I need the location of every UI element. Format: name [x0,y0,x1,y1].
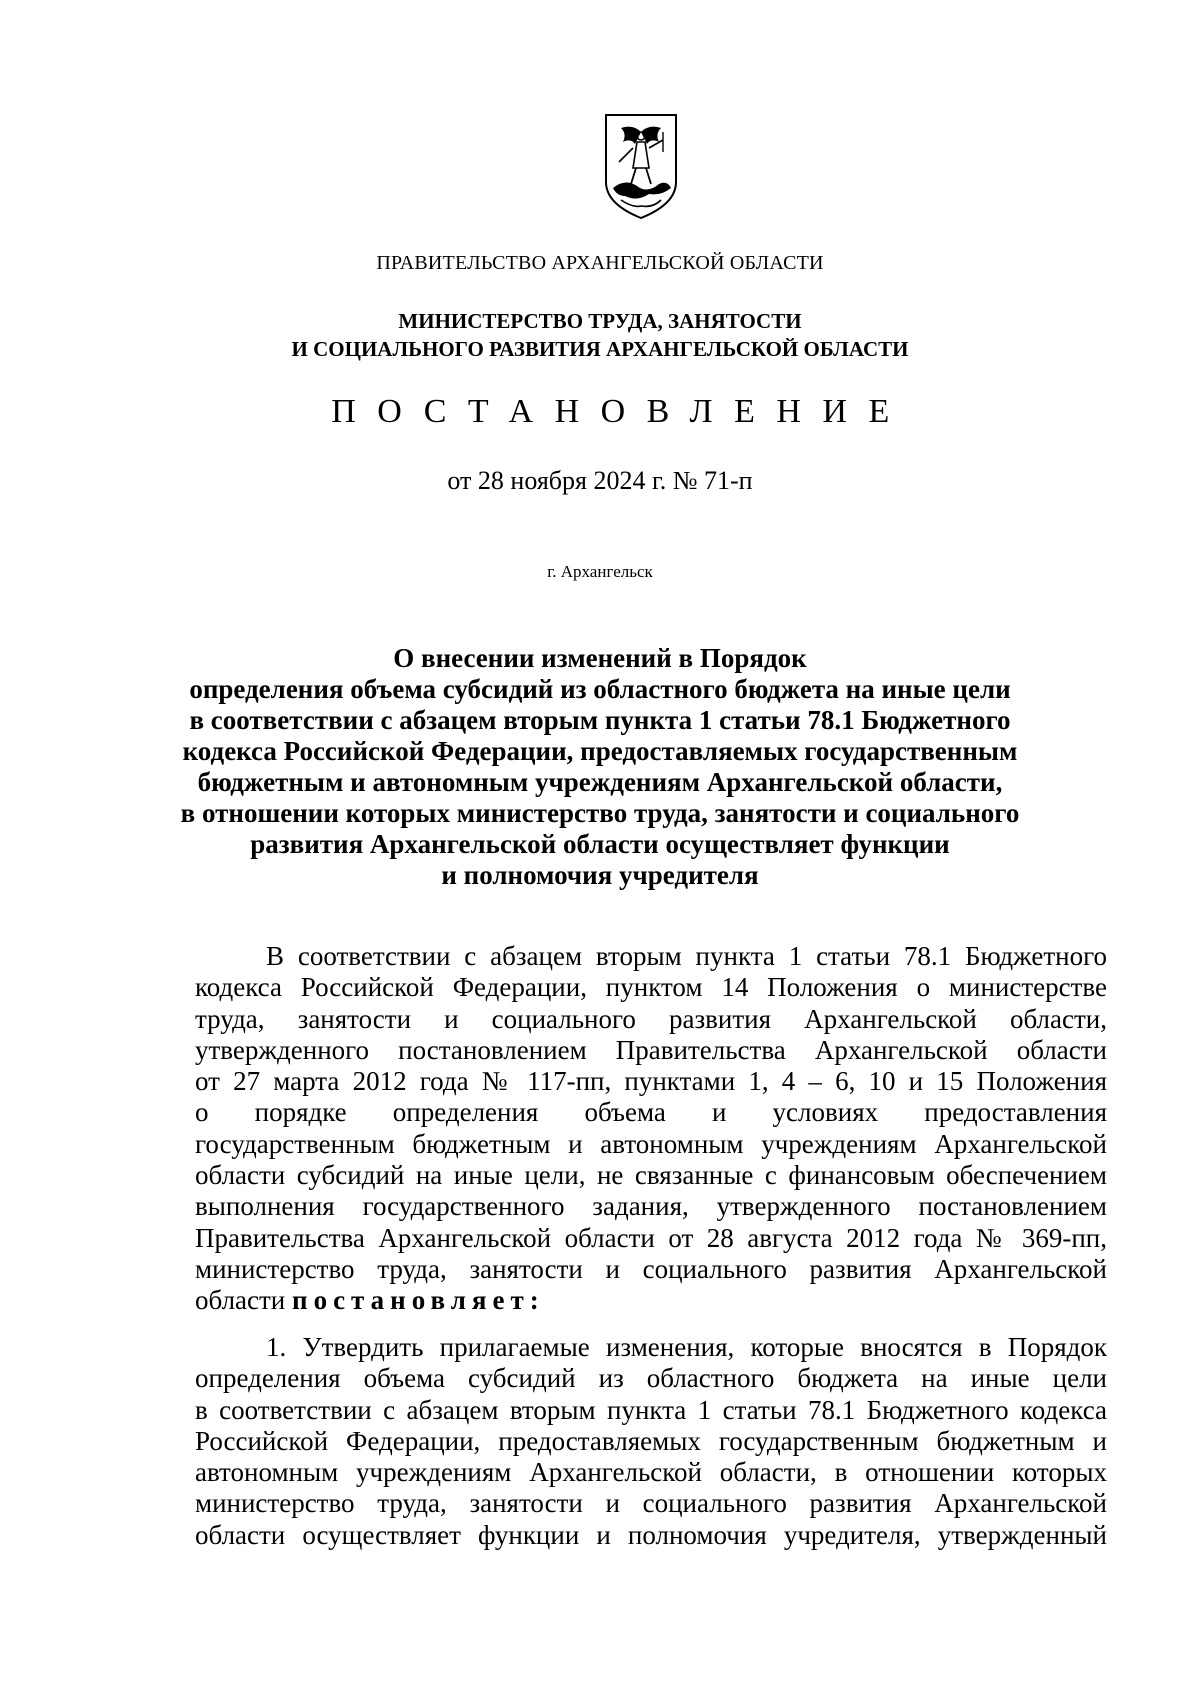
text-line: труда, занятости и социального развития Архангельской области, [195,1003,1107,1034]
text-line: области субсидий на иные цели, не связанные с финансовым обеспечением [195,1160,1107,1191]
ministry-name-line: И СОЦИАЛЬНОГО РАЗВИТИЯ АРХАНГЕЛЬСКОЙ ОБЛАСТИ [291,337,909,361]
document-title [0,643,1200,891]
document-city: г. Архангельск [547,562,653,581]
title-line: развития Архангельской области осуществляет функции [250,829,950,859]
ministry-name-line: МИНИСТЕРСТВО ТРУДА, ЗАНЯТОСТИ [398,309,802,333]
text-line: Правительства Архангельской области от 28 августа 2012 года № 369-пп, [195,1222,1107,1253]
text-line: утвержденного постановлением Правительства Архангельской области [195,1034,1107,1065]
text-line: области осуществляет функции и полномочия учредителя, утвержденный [195,1519,1107,1550]
document-date-number: от 28 ноября 2024 г. № 71-п [447,466,753,495]
title-line: О внесении изменений в Порядок [393,643,807,673]
title-line: и полномочия учредителя [441,860,759,890]
title-line: в отношении которых министерство труда, занятости и социального [180,798,1020,828]
text-line: 1. Утвердить прилагаемые изменения, которые вносятся в Порядок [266,1332,1107,1362]
text-line: о порядке определения объема и условиях предоставления [195,1097,1107,1128]
ministry-name [0,307,1200,363]
coat-of-arms-icon [603,112,679,222]
text-line: государственным бюджетным и автономным учреждениям Архангельской [195,1128,1107,1159]
preamble-paragraph [195,941,1107,1317]
title-line: определения объема субсидий из областного бюджета на иные цели [189,674,1011,704]
text-line: министерство труда, занятости и социального развития Архангельской [195,1488,1107,1519]
government-name: ПРАВИТЕЛЬСТВО АРХАНГЕЛЬСКОЙ ОБЛАСТИ [376,252,824,274]
text-line: министерство труда, занятости и социального развития Архангельской [195,1253,1107,1284]
resolves-keyword: постановляет: [292,1285,545,1316]
text-line: В соответствии с абзацем вторым пункта 1 статьи 78.1 Бюджетного [266,941,1107,971]
text-line: Российской Федерации, предоставляемых государственным бюджетным и [195,1425,1107,1456]
clause-1-paragraph [195,1332,1107,1551]
title-line: кодекса Российской Федерации, предоставляемых государственным [182,736,1018,766]
document-type: ПОСТАНОВЛЕНИЕ [331,393,911,430]
text-line: выполнения государственного задания, утвержденного постановлением [195,1191,1107,1222]
text-line: в соответствии с абзацем вторым пункта 1 статьи 78.1 Бюджетного кодекса [195,1394,1107,1425]
text-line: определения объема субсидий из областного бюджета на иные цели [195,1363,1107,1394]
text-line: автономным учреждениям Архангельской области, в отношении которых [195,1457,1107,1488]
text-line: кодекса Российской Федерации, пунктом 14 Положения о министерстве [195,972,1107,1003]
title-line: бюджетным и автономным учреждениям Архангельской области, [197,767,1003,797]
text-line: от 27 марта 2012 года № 117-пп, пунктами 1, 4 – 6, 10 и 15 Положения [195,1066,1107,1097]
title-line: в соответствии с абзацем вторым пункта 1 статьи 78.1 Бюджетного [189,705,1011,735]
text-line [195,1285,1107,1316]
text-fragment: области [195,1285,293,1316]
